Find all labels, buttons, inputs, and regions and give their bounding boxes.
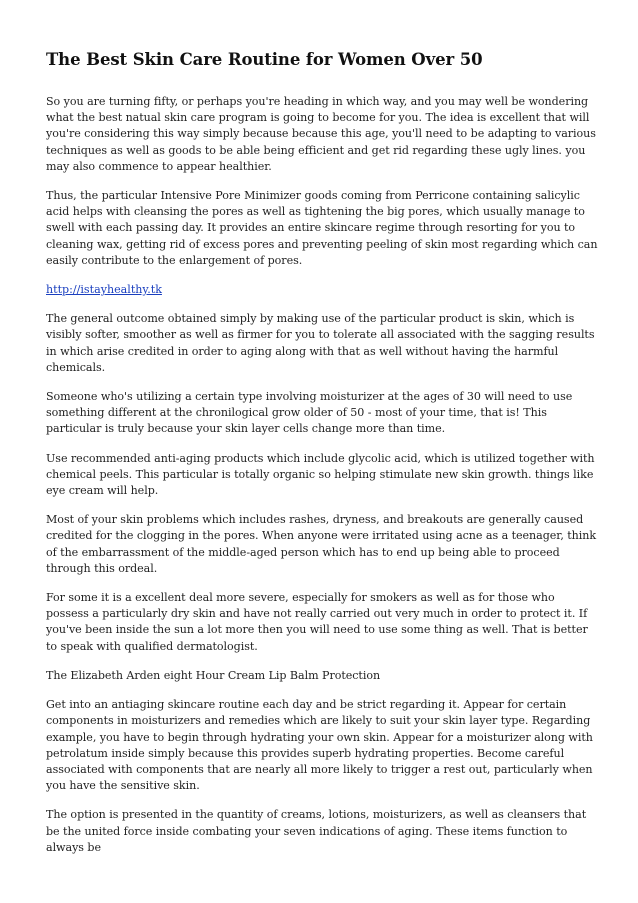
paragraph-pore-minimizer: Thus, the particular Intensive Pore Minimizer goods coming from Perricone containing salicylic acid helps with cleansing the pores as well as tightening the big pores, which usually manage to swell with each passing day. It provides an entire skincare regime through resorting for you to cleaning wax, getting rid of excess pores and preventing peeling of skin most regarding which can easily contribute to the enlargement of pores. xyxy=(46,189,598,267)
page-title: The Best Skin Care Routine for Women Over 50 xyxy=(46,50,483,69)
paragraph-lip-balm: The Elizabeth Arden eight Hour Cream Lip Balm Protection xyxy=(46,668,381,682)
paragraph-options: The option is presented in the quantity of creams, lotions, moisturizers, as well as cleansers that be the united force inside combating your seven indications of aging. These items function to always be xyxy=(46,808,587,854)
paragraph-skin-problems: Most of your skin problems which includes rashes, dryness, and breakouts are generally caused credited for the clogging in the pores. When anyone were irritated using acne as a teenager, think of the embarrassment of the middle-aged person which has to end up being able to proceed through this ordeal. xyxy=(46,513,597,575)
source-link[interactable]: http://istayhealthy.tk xyxy=(46,283,162,297)
document-page xyxy=(46,48,598,869)
paragraph-routine: Get into an antiaging skincare routine each day and be strict regarding it. Appear for certain components in moisturizers and remedies which are likely to suit your skin layer type. Regarding example, you have to begin through hydrating your own skin. Appear for a moisturizer along with petrolatum inside simply because this provides superb hydrating properties. Become careful associated with components that are nearly all more likely to trigger a rest out, particularly when you have the sensitive skin. xyxy=(46,698,593,793)
paragraph-outcome: The general outcome obtained simply by making use of the particular product is skin, which is visibly softer, smoother as well as firmer for you to tolerate all associated with the sagging results in which arise credited in order to aging along with that as well without having the harmful chemicals. xyxy=(46,312,595,374)
paragraph-moisturizer-age: Someone who's utilizing a certain type involving moisturizer at the ages of 30 will need to use something different at the chronilogical grow older of 50 - most of your time, that is! This particular is truly because your skin layer cells change more than time. xyxy=(46,390,573,436)
paragraph-anti-aging-products: Use recommended anti-aging products which include glycolic acid, which is utilized together with chemical peels. This particular is totally organic so helping stimulate new skin growth. things like eye cream will help. xyxy=(46,451,595,498)
paragraph-severe-cases: For some it is a excellent deal more severe, especially for smokers as well as for those who possess a particularly dry skin and have not really carried out very much in order to protect it. If you've been inside the sun a lot more then you will need to use some thing as well. That is better to speak with qualified dermatologist. xyxy=(46,591,588,653)
paragraph-intro: So you are turning fifty, or perhaps you're heading in which way, and you may well be wondering what the best natual skin care program is going to become for you. The idea is excellent that will you're considering this way simply because because this age, you'll need to be adapting to various techniques as well as goods to be able being efficient and get rid regarding these ugly lines. you may also commence to appear healthier. xyxy=(46,95,596,173)
